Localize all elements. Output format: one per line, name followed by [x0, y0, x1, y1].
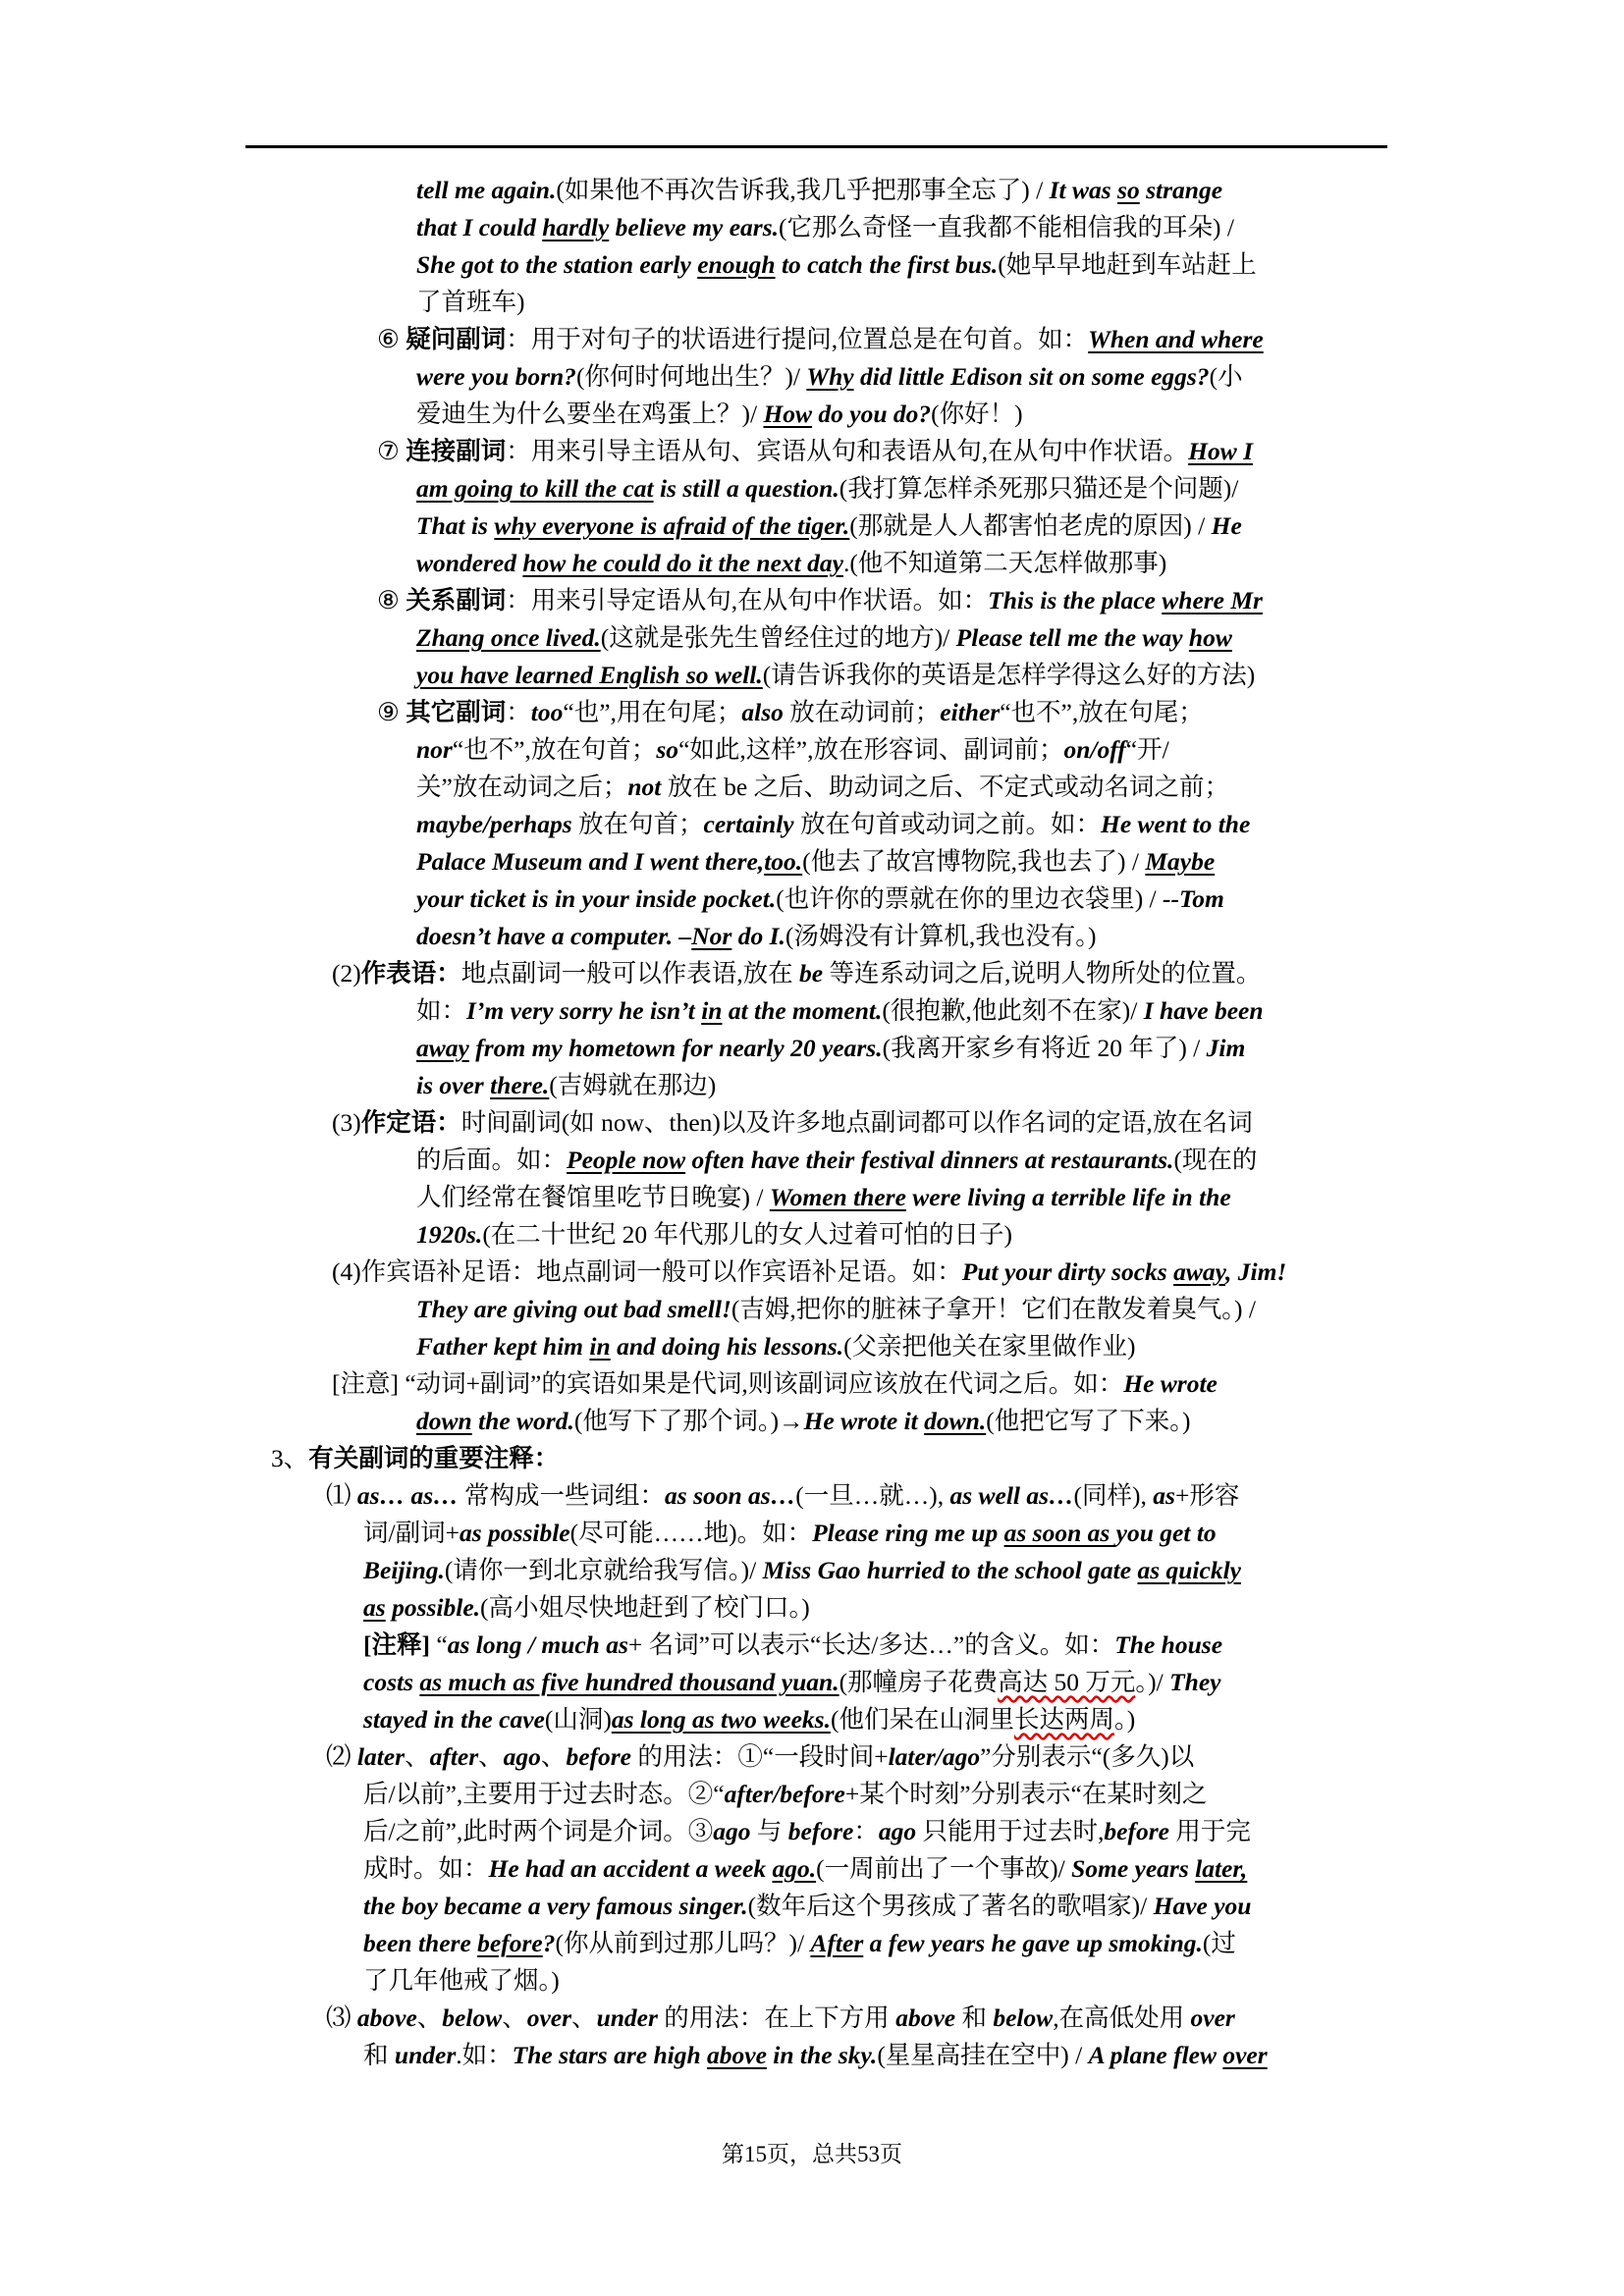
underlined-example: too. [764, 847, 803, 876]
text-segment: do I. [731, 922, 785, 950]
text-segment: later [356, 1742, 406, 1771]
text-segment: over [1190, 2003, 1235, 2032]
text-line [332, 955, 1261, 992]
text-segment: (我离开家乡有将近 20 年了) / [882, 1034, 1207, 1062]
text-segment: on/off [1063, 735, 1126, 764]
text-segment: (一周前出了一个事故)/ [816, 1854, 1072, 1883]
text-segment: too [530, 698, 564, 726]
text-segment: is still a question. [653, 474, 839, 503]
text-segment: (他们呆在山洞里 [830, 1705, 1014, 1734]
text-line [363, 1664, 1220, 1701]
text-segment: (请告诉我你的英语是怎样学得这么好的方法) [762, 661, 1256, 689]
text-line [416, 806, 1250, 843]
header-rule [245, 145, 1387, 148]
text-segment: 和 [363, 2041, 395, 2069]
text-segment: ： [506, 698, 531, 726]
text-segment: certainly [703, 810, 794, 838]
text-segment: 了几年他戒了烟。) [363, 1966, 560, 1995]
text-line [416, 769, 1229, 806]
text-segment: (他去了故宫博物院,我也去了) / [802, 847, 1146, 876]
text-segment: (他把它写了下来。) [986, 1407, 1191, 1435]
text-segment: .如： [456, 2041, 513, 2069]
text-segment: (它那么奇怪一直我都不能相信我的耳朵) / [779, 213, 1234, 241]
text-segment: Father kept him [416, 1332, 590, 1361]
text-segment: 爱迪生为什么要坐在鸡蛋上？)/ [416, 400, 764, 428]
text-line [363, 1888, 1251, 1925]
text-segment: It was [1049, 176, 1118, 204]
underlined-example: After [810, 1929, 864, 1957]
text-segment: the word. [471, 1407, 574, 1435]
text-line [416, 619, 1232, 657]
text-line [416, 1403, 1190, 1440]
bold-heading: 有关副词的重要注释： [308, 1444, 560, 1472]
underlined-example: there. [490, 1071, 550, 1099]
text-line [416, 284, 525, 321]
text-line [416, 1291, 1256, 1328]
text-line [416, 1067, 716, 1104]
text-segment: (他写下了那个词。)→ [573, 1407, 804, 1435]
text-segment: (那就是人人都害怕老虎的原因) / [849, 511, 1212, 540]
text-segment: (高小姐尽快地赶到了校门口。) [480, 1593, 810, 1622]
text-segment: (请你一到北京就给我写信。)/ [444, 1556, 763, 1584]
underlined-example: over [1222, 2041, 1268, 2069]
underlined-example: People now [567, 1146, 686, 1174]
text-segment: 关”放在动词之后； [416, 773, 628, 801]
text-segment: 、 [502, 2003, 527, 2032]
text-segment: Some years [1071, 1854, 1196, 1883]
text-segment: +某个时刻”分别表示“在某时刻之 [844, 1780, 1208, 1808]
text-segment: below [993, 2003, 1054, 2032]
text-segment: 用于完 [1168, 1817, 1251, 1845]
text-segment: [注意] “动词+副词”的宾语如果是代词,则该副词应该放在代词之后。如： [332, 1369, 1124, 1398]
text-segment: (山洞) [544, 1705, 612, 1734]
text-line [416, 246, 1257, 284]
text-segment: 、 [416, 2003, 443, 2032]
text-line [377, 433, 1253, 470]
bold-heading: 其它副词 [406, 698, 507, 726]
text-segment: 人们经常在餐馆里吃节日晚宴) / [416, 1183, 770, 1211]
underlined-example: down. [924, 1407, 987, 1435]
text-segment: ago [878, 1817, 917, 1845]
text-segment: above [895, 2003, 956, 2032]
underlined-example: later, [1195, 1854, 1248, 1883]
underlined-example: why everyone is afraid of the tiger. [494, 511, 850, 540]
text-segment: 、 [405, 1742, 430, 1771]
text-segment: (同样), [1073, 1481, 1154, 1510]
text-line [416, 1142, 1257, 1179]
text-segment: Put your dirty socks [961, 1257, 1174, 1286]
underlined-example: How I [1188, 437, 1254, 465]
text-segment: “也不”,放在句首； [452, 735, 657, 764]
text-segment: ⑨ [377, 698, 406, 726]
text-segment: “如此,这样”,放在形容词、副词前； [678, 735, 1064, 764]
text-segment: Have you [1153, 1892, 1252, 1920]
text-segment: I’m very sorry he isn’t [466, 996, 702, 1025]
underlined-example: How [763, 400, 813, 428]
text-line [326, 1477, 1239, 1515]
text-line [416, 881, 1224, 918]
text-line [363, 1627, 1222, 1664]
underlined-example: am going to kill the cat [416, 474, 654, 503]
text-line [332, 1365, 1218, 1403]
text-segment: after/before [724, 1780, 845, 1808]
text-segment: so [656, 735, 679, 764]
text-line [416, 657, 1255, 694]
underlined-example: hardly [542, 213, 610, 241]
text-segment: ：用来引导主语从句、宾语从句和表语从句,在从句中作状语。 [506, 437, 1189, 465]
text-segment: (过 [1202, 1929, 1236, 1957]
text-segment: (星星高挂在空中) / [877, 2041, 1089, 2069]
text-line [377, 582, 1263, 619]
text-segment: under [394, 2041, 457, 2069]
text-segment: A plane flew [1088, 2041, 1223, 2069]
text-segment: (你何时何地出生？)/ [575, 362, 807, 391]
underlined-example: you have learned English so well. [416, 661, 763, 689]
text-line [326, 1738, 1194, 1776]
text-segment: (汤姆没有计算机,我也没有。) [785, 922, 1097, 950]
text-segment: (4)作宾语补足语：地点副词一般可以作宾语补足语。如： [332, 1257, 962, 1286]
text-segment: ,在高低处用 [1053, 2003, 1191, 2032]
text-segment: That is [416, 511, 495, 540]
text-segment: were you born? [416, 362, 576, 391]
text-segment: I have been [1143, 996, 1264, 1025]
text-segment: after [429, 1742, 479, 1771]
underlined-example: in [701, 996, 723, 1025]
text-segment: wondered [416, 549, 523, 577]
text-segment: as soon as… [665, 1481, 796, 1510]
text-line [332, 1254, 1286, 1291]
bold-heading: [注释] [363, 1630, 430, 1659]
underlined-example: Maybe [1145, 847, 1216, 876]
text-segment: ago [503, 1742, 541, 1771]
text-segment: This is the place [988, 586, 1163, 614]
text-line [326, 2000, 1235, 2037]
text-line [363, 2037, 1268, 2074]
text-segment: (她早早地赶到车站赶上 [998, 250, 1257, 279]
text-segment: ⑶ [326, 2003, 357, 2032]
text-segment: later/ago [888, 1742, 981, 1771]
text-segment: ⑵ [326, 1742, 357, 1771]
underlined-example: ago. [772, 1854, 817, 1883]
underlined-example: away [1173, 1257, 1225, 1286]
text-segment: (我打算怎样杀死那只猫还是个问题)/ [839, 474, 1239, 503]
underlined-example: as [363, 1593, 386, 1622]
text-segment: (你好！) [931, 400, 1023, 428]
text-segment: ago [713, 1817, 751, 1845]
text-segment: at the moment. [722, 996, 883, 1025]
text-segment: believe my ears. [609, 213, 780, 241]
text-line [363, 1515, 1217, 1552]
text-segment: often have their festival dinners at restaurants. [685, 1146, 1174, 1174]
text-segment: 、 [540, 1742, 567, 1771]
text-segment: possible. [385, 1593, 481, 1622]
text-segment: They are giving out bad smell! [416, 1295, 731, 1323]
text-segment: 等连系动词之后,说明人物所处的位置。 [823, 959, 1262, 988]
underlined-example: above [707, 2041, 767, 2069]
text-line [416, 1179, 1231, 1216]
text-segment: (那幢房子花费 [839, 1668, 999, 1696]
text-segment: stayed in the cave [363, 1705, 545, 1734]
text-segment: did little Edison sit on some eggs? [853, 362, 1210, 391]
text-line [332, 1104, 1253, 1142]
text-segment: (你从前到过那儿吗？)/ [555, 1929, 811, 1957]
text-line [377, 694, 1204, 731]
text-segment: He had an accident a week [488, 1854, 773, 1883]
text-segment: 的用法：在上下方用 [657, 2003, 896, 2032]
text-line [416, 843, 1215, 881]
bold-heading: 疑问副词 [406, 325, 507, 353]
text-segment: ? [542, 1929, 556, 1957]
underlined-example: as soon as [1003, 1519, 1116, 1547]
text-line [416, 1030, 1245, 1067]
text-segment: She got to the station early [416, 250, 698, 279]
text-segment: do you do? [812, 400, 932, 428]
underlined-example: away [416, 1034, 469, 1062]
text-segment: (在二十世纪 20 年代那儿的女人过着可怕的日子) [482, 1220, 1013, 1249]
text-segment: 长达两周 [1013, 1705, 1114, 1734]
text-segment: nor [416, 735, 453, 764]
text-segment: He wrote it [803, 1407, 925, 1435]
text-segment: you get to [1115, 1519, 1217, 1547]
text-segment: (数年后这个男孩成了著名的歌唱家)/ [747, 1892, 1154, 1920]
text-segment: (一旦…就…), [795, 1481, 950, 1510]
underlined-example: where Mr [1162, 586, 1263, 614]
text-line [271, 1440, 559, 1477]
text-segment: He wrote [1123, 1369, 1218, 1398]
text-segment: 词/副词+ [363, 1519, 460, 1547]
underlined-example: as long as two weeks. [611, 1705, 831, 1734]
text-segment: 放在句首； [571, 810, 704, 838]
text-segment: 1920s. [416, 1220, 483, 1249]
text-segment: 如： [416, 996, 467, 1025]
text-segment: 后/之前”,此时两个词是介词。③ [363, 1817, 714, 1845]
underlined-example: Why [806, 362, 854, 391]
text-line [416, 470, 1238, 507]
text-segment: (吉姆就在那边) [549, 1071, 717, 1099]
text-segment: to catch the first bus. [775, 250, 999, 279]
text-line [363, 1925, 1236, 1962]
text-segment: +形容 [1174, 1481, 1240, 1510]
text-line [416, 992, 1264, 1030]
text-segment: (如果他不再次告诉我,我几乎把那事全忘了) / [556, 176, 1050, 204]
text-segment: before [787, 1817, 854, 1845]
text-line [416, 209, 1234, 246]
text-segment: 、 [571, 2003, 597, 2032]
text-line [363, 1552, 1241, 1589]
text-segment: be [799, 959, 824, 988]
text-segment: ：用于对句子的状语进行提问,位置总是在句首。如： [506, 325, 1089, 353]
text-line [416, 918, 1097, 955]
text-segment: 、 [478, 1742, 504, 1771]
text-segment: 。)/ [1135, 1668, 1170, 1696]
text-segment: from my hometown for nearly 20 years. [468, 1034, 883, 1062]
text-segment: that I could [416, 213, 543, 241]
text-segment: Miss Gao hurried to the school gate [762, 1556, 1138, 1584]
text-segment: ⑴ [326, 1481, 357, 1510]
text-line [363, 1701, 1135, 1738]
underlined-example: Women there [769, 1183, 906, 1211]
text-segment: doesn’t have a computer. – [416, 922, 692, 950]
text-line [416, 172, 1222, 209]
underlined-example: as much as five hundred thousand yuan. [419, 1668, 839, 1696]
text-segment: (2) [332, 959, 361, 988]
text-segment: ⑥ [377, 325, 406, 353]
text-line [363, 1813, 1251, 1850]
text-segment: as [1153, 1481, 1175, 1510]
text-line [416, 731, 1169, 769]
text-segment: 与 [750, 1817, 788, 1845]
text-segment: 的用法：①“一段时间+ [631, 1742, 889, 1771]
text-segment: also [741, 698, 784, 726]
text-segment: He went to the [1101, 810, 1251, 838]
text-segment: as possible [459, 1519, 570, 1547]
underlined-example: Nor [691, 922, 732, 950]
text-segment: is over [416, 1071, 491, 1099]
text-segment: (这就是张先生曾经住过的地方)/ [600, 623, 956, 652]
text-segment: in the sky. [766, 2041, 878, 2069]
text-segment: as… as… [356, 1481, 459, 1510]
text-segment: (小 [1209, 362, 1243, 391]
text-line [416, 396, 1023, 433]
page-footer: 第15页，总共53页 [722, 2142, 902, 2166]
text-segment: were living a terrible life in the [905, 1183, 1231, 1211]
text-segment: as long / much as [447, 1630, 628, 1659]
text-segment: ： [853, 1817, 879, 1845]
text-segment: 后/以前”,主要用于过去时态。②“ [363, 1780, 725, 1808]
text-segment: 成时。如： [363, 1854, 489, 1883]
text-segment: 时间副词(如 now、then)以及许多地点副词都可以作名词的定语,放在名词 [460, 1108, 1253, 1137]
text-segment: “也不”,放在句尾； [1000, 698, 1204, 726]
text-line [363, 1962, 560, 2000]
text-segment: “ [429, 1630, 448, 1659]
text-segment: before [566, 1742, 631, 1771]
bold-heading: 关系副词 [406, 586, 507, 614]
text-segment: a few years he gave up smoking. [863, 1929, 1203, 1957]
underlined-example: as quickly [1137, 1556, 1241, 1584]
text-line [416, 507, 1242, 545]
text-line [377, 321, 1264, 358]
bold-heading: 作表语： [360, 959, 461, 988]
bold-heading: 作定语： [360, 1108, 461, 1137]
underlined-example: how [1188, 623, 1232, 652]
text-segment: “也”,用在句尾； [563, 698, 742, 726]
text-segment: not [627, 773, 662, 801]
text-segment: tell me again. [416, 176, 557, 204]
text-segment: 只能用于过去时, [916, 1817, 1105, 1845]
text-segment: ”分别表示“(多久)以 [980, 1742, 1195, 1771]
text-segment: (很抱歉,他此刻不在家)/ [882, 996, 1144, 1025]
text-segment: Please ring me up [812, 1519, 1004, 1547]
text-line [416, 545, 1166, 582]
text-segment: under [596, 2003, 658, 2032]
text-segment: + 名词”可以表示“长达/多达…”的含义。如： [627, 1630, 1115, 1659]
text-segment: (父亲把他关在家里做作业) [843, 1332, 1136, 1361]
text-segment: 常构成一些词组： [458, 1481, 666, 1510]
text-segment: “开/ [1125, 735, 1169, 764]
text-segment: Beijing. [363, 1556, 445, 1584]
text-segment: strange [1139, 176, 1223, 204]
underlined-example: in [589, 1332, 611, 1361]
text-line [416, 1328, 1136, 1365]
text-segment: Palace Museum and I went there, [416, 847, 765, 876]
text-line [416, 1216, 1012, 1254]
text-segment: ⑧ [377, 586, 406, 614]
underlined-example: When and where [1088, 325, 1264, 353]
underlined-example: how he could do it the next day [522, 549, 843, 577]
text-segment: (也许你的票就在你的里边衣袋里) / [776, 884, 1164, 913]
text-segment: as well as… [949, 1481, 1074, 1510]
text-segment: Jim [1206, 1034, 1246, 1062]
text-segment: been there [363, 1929, 478, 1957]
text-segment: --Tom [1163, 884, 1224, 913]
text-line [416, 358, 1243, 396]
text-segment: (现在的 [1173, 1146, 1258, 1174]
bold-heading: 连接副词 [406, 437, 507, 465]
underlined-example: enough [697, 250, 776, 279]
underlined-example: so [1117, 176, 1140, 204]
text-segment: maybe/perhaps [416, 810, 572, 838]
text-segment: The house [1114, 1630, 1223, 1659]
text-segment: your ticket is in your inside pocket. [416, 884, 777, 913]
text-segment: They [1169, 1668, 1221, 1696]
text-segment: ：用来引导定语从句,在从句中作状语。如： [506, 586, 989, 614]
text-segment: before [1104, 1817, 1169, 1845]
text-segment: Please tell me the way [955, 623, 1189, 652]
text-segment: 放在动词前； [783, 698, 941, 726]
text-segment: above [356, 2003, 417, 2032]
text-segment: either [940, 698, 1001, 726]
text-segment: costs [363, 1668, 420, 1696]
text-line [363, 1589, 810, 1627]
text-segment: the boy became a very famous singer. [363, 1892, 748, 1920]
text-segment: ⑦ [377, 437, 406, 465]
text-segment: 3、 [271, 1444, 309, 1472]
text-segment: 。) [1113, 1705, 1136, 1734]
text-segment: and doing his lessons. [610, 1332, 844, 1361]
text-segment: The stars are high [512, 2041, 708, 2069]
text-segment: , Jim! [1224, 1257, 1287, 1286]
text-segment: over [526, 2003, 572, 2032]
text-segment: 的后面。如： [416, 1146, 568, 1174]
text-line [363, 1850, 1247, 1888]
text-segment: (3) [332, 1108, 361, 1137]
text-segment: below [442, 2003, 503, 2032]
text-line [363, 1776, 1207, 1813]
text-segment: He [1211, 511, 1242, 540]
text-segment: .(他不知道第二天怎样做那事) [842, 549, 1167, 577]
text-segment: 放在句首或动词之前。如： [793, 810, 1102, 838]
text-segment: (尽可能……地)。如： [569, 1519, 813, 1547]
text-segment: 了首班车) [416, 288, 525, 316]
underlined-example: down [416, 1407, 472, 1435]
text-segment: 放在 be 之后、助动词之后、不定式或动名词之前； [661, 773, 1230, 801]
text-segment: 高达 50 万元 [998, 1668, 1136, 1696]
text-segment: 地点副词一般可以作表语,放在 [460, 959, 800, 988]
text-segment: (吉姆,把你的脏袜子拿开！它们在散发着臭气。) / [731, 1295, 1256, 1323]
underlined-example: before [477, 1929, 543, 1957]
underlined-example: Zhang once lived. [416, 623, 601, 652]
text-segment: 和 [955, 2003, 994, 2032]
